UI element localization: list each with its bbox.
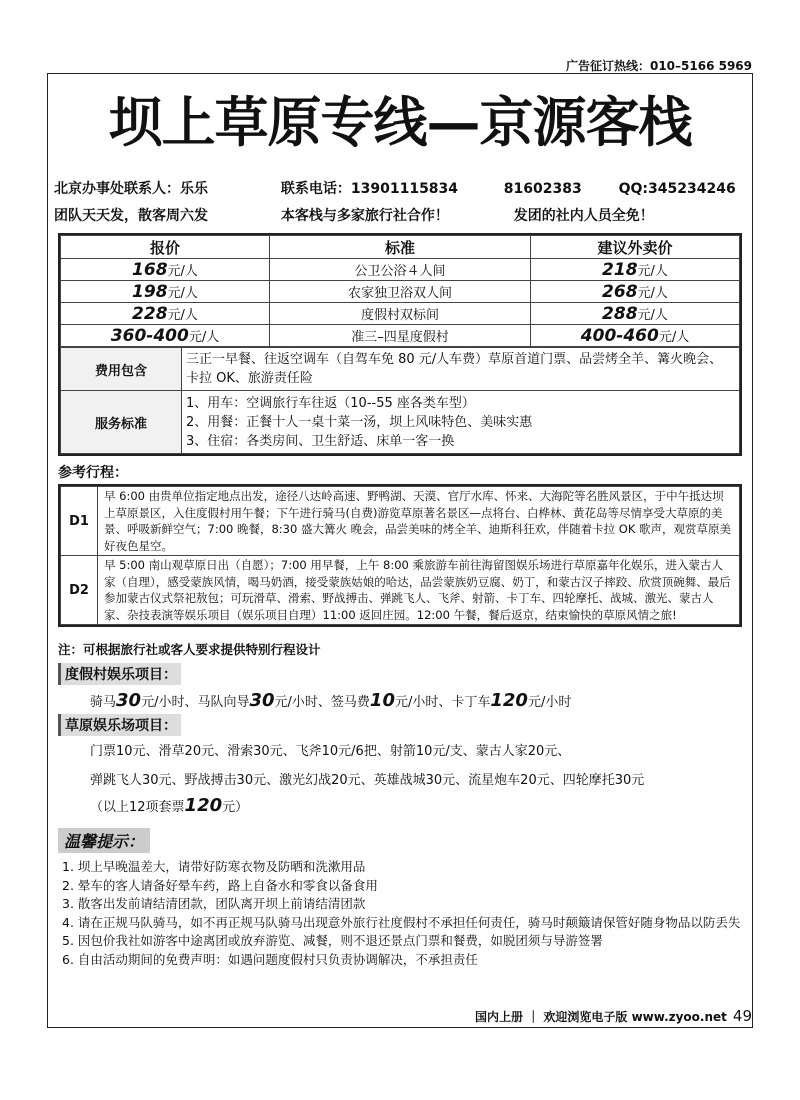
day-label: D1: [61, 487, 98, 556]
room-standard: 准三–四星度假村: [270, 325, 531, 347]
package-unit: 元）: [222, 800, 249, 815]
itinerary-heading: 参考行程：: [58, 465, 128, 481]
tip-item: 6. 自由活动期间的免费声明：如遇问题度假村只负责协调解决，不承担责任: [62, 951, 478, 967]
price-row: [61, 259, 740, 281]
contact-line-2: [54, 205, 654, 225]
phone-number: 联系电话：13901115834: [280, 181, 459, 197]
price-unit: 元/人: [167, 263, 198, 279]
room-standard: 农家独卫浴双人间: [270, 281, 531, 303]
service-item: 2、用餐：正餐十人一桌十菜一汤，坝上风味特色、美味实惠: [186, 414, 533, 430]
retail-unit: 元/人: [637, 263, 668, 279]
footer: [475, 1007, 752, 1025]
day-label: D2: [61, 556, 98, 625]
retail-unit: 元/人: [637, 307, 668, 323]
tip-item: 1. 坝上早晚温差大，请带好防寒衣物及防晒和洗漱用品: [62, 859, 366, 874]
rate-label: 骑马: [90, 695, 117, 710]
itinerary-row: [61, 556, 740, 625]
day-description: 早 6:00 由贵单位指定地点出发，途径八达岭高速、野鸭湖、天漠、官厅水库、怀来、大海陀等名胜风景区，于中午抵达坝上草原景区，入住度假村用午餐；下午进行骑马(自费)游览草原著名景区—点将台、白桦林、黄花岛等尽情享受大草原的美景、呼吸新鲜空气；7:00 晚餐，8:30 盛大篝火 晚会，品尝美味的烤全羊、迪斯科狂欢，伴随着卡拉 OK 歌声，观赏草原美好夜色星空。: [98, 487, 740, 556]
tip-item: 4. 请在正规马队骑马，如不再正规马队骑马出现意外旅行社度假村不承担任何责任，骑马时颠簸请保管好随身物品以防丢失: [62, 914, 741, 930]
rate-value: 10: [369, 690, 395, 711]
rate-label: 元/小时、马队向导: [141, 695, 250, 710]
fee-text: 三正一早餐、往返空调车（自驾车免 80 元/人车费）草原首道门票、品尝烤全羊、篝火晚会、卡拉 OK、旅游责任险: [182, 348, 740, 391]
phone-number-2: 81602383: [503, 181, 582, 197]
retail-value: 268: [602, 281, 638, 302]
office-contact: 北京办事处联系人：乐乐: [54, 181, 208, 197]
tip-item: 3. 散客出发前请结清团款，团队离开坝上前请结清团款: [62, 896, 366, 911]
itinerary-row: [61, 487, 740, 556]
price-table: [58, 233, 742, 456]
retail-unit: 元/人: [658, 329, 690, 345]
service-row: [61, 391, 740, 454]
tip-item: 5. 因包价我社如游客中途离团或放弃游览、减餐，则不退还景点门票和餐费，如脱团须与导游签署: [62, 933, 603, 948]
price-row: [61, 281, 740, 303]
rate-value: 30: [116, 690, 142, 711]
rate-label: 元/小时: [527, 695, 572, 710]
price-value: 168: [132, 259, 168, 280]
fee-row: [61, 348, 740, 391]
rate-value: 120: [490, 690, 528, 711]
day-description: 早 5:00 南山观草原日出（自愿）；7:00 用早餐，上午 8:00 乘旅游车前往海留图娱乐场进行草原嘉年化娱乐，进入蒙古人家（自理），感受蒙族风情，喝马奶酒，接受蒙族姑娘的哈达，品尝蒙族奶豆腐、奶丁，和蒙古汉子摔跤、欣赏顶碗舞、最后参加蒙古仪式祭祀敖包；可玩滑草、滑索、野战搏击、弹跳飞人、飞斧、射箭、卡丁车、四轮摩托、战城、激光、蒙古人家、杂技表演等娱乐项目（娱乐项目自理）11:00 返回庄园。12:00 午餐，餐后返京，结束愉快的草原风情之旅!: [98, 556, 740, 625]
retail-value: 218: [602, 259, 638, 280]
tips-list: [62, 858, 742, 969]
contact-line-1: [54, 178, 736, 198]
itinerary-note: 注：可根据旅行社或客人要求提供特别行程设计: [58, 642, 321, 657]
price-value: 198: [132, 281, 168, 302]
page-title: 坝上草原专线—京源客栈: [108, 90, 692, 154]
package-price: 120: [184, 795, 223, 816]
service-label: 服务标准: [61, 391, 182, 454]
tip-item: 2. 晕车的客人请备好晕车药，路上自备水和零食以备食用: [62, 877, 378, 893]
price-value: 228: [132, 303, 168, 324]
header-retail: 建议外卖价: [531, 236, 740, 259]
price-value: 360-400: [110, 325, 189, 346]
room-standard: 公卫公浴４人间: [270, 259, 531, 281]
header-price: 报价: [61, 236, 270, 259]
package-label: （以上12项套票: [90, 800, 185, 815]
grassland-rates-line-2: 弹跳飞人30元、野战搏击30元、激光幻战20元、英雄战城30元、流星炮车20元、四轮摩托30元: [90, 773, 645, 788]
retail-value: 400-460: [580, 325, 659, 346]
service-item: 1、用车：空调旅行车往返（10--55 座各类车型）: [186, 395, 475, 411]
rate-label: 元/小时、卡丁车: [394, 695, 491, 710]
departure-info: 团队天天发，散客周六发: [54, 208, 208, 224]
partnership-info: 本客栈与多家旅行社合作！: [280, 208, 449, 224]
rate-value: 30: [249, 690, 275, 711]
resort-rates: [90, 690, 571, 711]
qq-number: QQ:345234246: [618, 181, 736, 197]
price-row: [61, 325, 740, 347]
tips-heading: 温馨提示：: [58, 828, 150, 853]
header-standard: 标准: [270, 236, 531, 259]
grassland-rates-line-1: 门票10元、滑草20元、滑索30元、飞斧10元/6把、射箭10元/支、蒙古人家20元、: [90, 744, 571, 759]
footer-text: 国内上册 ｜ 欢迎浏览电子版 www.zyoo.net: [475, 1010, 727, 1024]
free-staff-info: 发团的社内人员全免！: [513, 208, 654, 224]
grassland-package: [90, 795, 248, 816]
price-unit: 元/人: [188, 329, 220, 345]
grassland-heading: 草原娱乐场项目：: [58, 714, 181, 736]
price-unit: 元/人: [167, 285, 198, 301]
retail-unit: 元/人: [637, 285, 668, 301]
price-row: [61, 303, 740, 325]
service-item: 3、住宿：各类房间、卫生舒适、床单一客一换: [186, 433, 455, 449]
room-standard: 度假村双标间: [270, 303, 531, 325]
itinerary-table: [58, 484, 742, 627]
price-unit: 元/人: [167, 307, 198, 323]
rate-label: 元/小时、签马费: [274, 695, 370, 710]
price-header-row: [61, 236, 740, 259]
page-number: 49: [732, 1007, 752, 1025]
resort-heading: 度假村娱乐项目：: [58, 663, 181, 685]
ad-hotline: 广告征订热线：010–5166 5969: [565, 59, 752, 73]
fee-label: 费用包含: [61, 348, 182, 391]
retail-value: 288: [602, 303, 638, 324]
